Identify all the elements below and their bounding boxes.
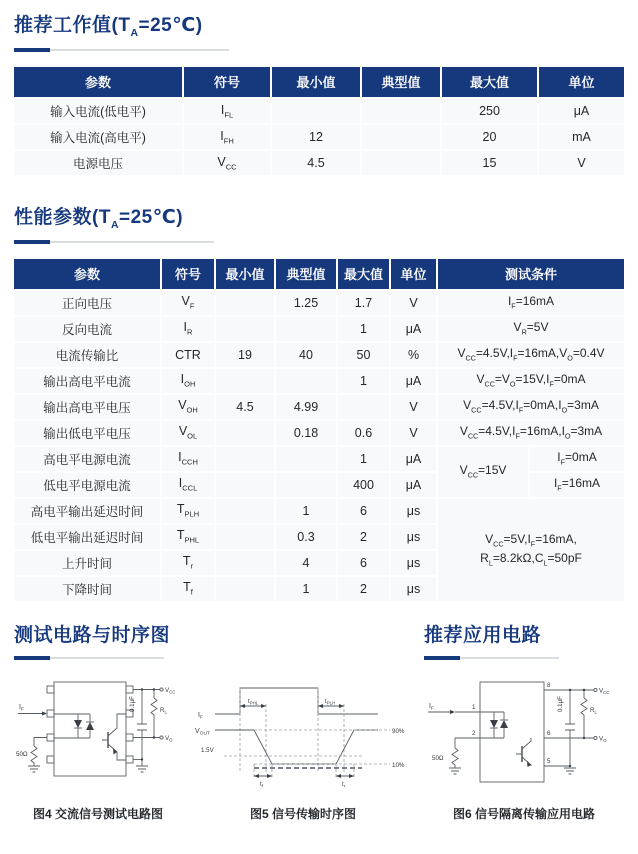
cell-min: 4.5 <box>270 149 360 175</box>
cell-param: 输出高电平电流 <box>14 367 160 393</box>
cell-min <box>214 549 274 575</box>
cell-param: 低电平电源电流 <box>14 471 160 497</box>
section-title-recommended: 推荐工作值$(T_A=25℃)$ <box>14 15 203 39</box>
cell-symbol: CTR <box>160 341 214 367</box>
col-header-typ: 典型值 <box>274 259 336 289</box>
cell-unit: V <box>389 289 436 315</box>
vo-label: $V_O$ <box>165 734 173 743</box>
cell-unit: V <box>389 419 436 445</box>
cell-unit: V <box>537 149 624 175</box>
cell-condition-shared-timing <box>436 497 624 601</box>
underline-rule <box>50 241 214 243</box>
cell-typ: 0.18 <box>274 419 336 445</box>
r50-label: 50Ω <box>16 750 28 758</box>
table-row <box>14 419 624 445</box>
table-row <box>14 445 624 471</box>
cell-condition: $V_R=5V$ <box>436 315 624 341</box>
cell-typ <box>274 367 336 393</box>
table-row <box>14 123 624 149</box>
cell-max: 250 <box>440 97 537 123</box>
cell-symbol: $V_{OL}$ <box>160 419 214 445</box>
cell-param: 输入电流(高电平) <box>14 123 182 149</box>
cell-unit: μs <box>389 549 436 575</box>
cell-symbol: $I_R$ <box>160 315 214 341</box>
cell-param: 正向电压 <box>14 289 160 315</box>
cell-min <box>214 471 274 497</box>
col-header-param: 参数 <box>14 259 160 289</box>
col-header-param: 参数 <box>14 67 182 97</box>
col-header-max: 最大值 <box>440 67 537 97</box>
section-underline <box>14 656 164 660</box>
vcc-label: $V_{CC}$ <box>165 686 176 695</box>
cell-max: 6 <box>336 549 389 575</box>
cell-condition: $V_{CC}=4.5V,I_F=16mA,I_O=3mA$ <box>436 419 624 445</box>
cell-param: 低电平输出延迟时间 <box>14 523 160 549</box>
vcc-label: $V_{CC}$ <box>599 687 610 695</box>
cell-unit: μs <box>389 523 436 549</box>
vo-label: $V_O$ <box>599 735 607 743</box>
cell-typ <box>360 97 440 123</box>
tplh-label: $t_{PLH}$ <box>325 697 336 706</box>
table-header-row <box>14 259 624 289</box>
section-title-application: 推荐应用电路 <box>424 624 542 646</box>
cell-min <box>214 575 274 601</box>
cell-symbol: $I_{CCL}$ <box>160 471 214 497</box>
section-title-test-circuit: 测试电路与时序图 <box>14 624 171 646</box>
cell-symbol: $I_{OH}$ <box>160 367 214 393</box>
table-header-row <box>14 67 624 97</box>
cell-unit: V <box>389 393 436 419</box>
cell-typ: 40 <box>274 341 336 367</box>
section-underline <box>14 240 214 244</box>
cell-symbol: $T_r$ <box>160 549 214 575</box>
cell-typ <box>274 471 336 497</box>
cell-min <box>270 97 360 123</box>
table-row <box>14 471 624 497</box>
cell-min <box>214 445 274 471</box>
table-row <box>14 393 624 419</box>
section-underline <box>424 656 559 660</box>
section-title-performance: 性能参数$(T_A=25℃)$ <box>14 206 184 231</box>
cell-param: 电源电压 <box>14 149 182 175</box>
ac-test-circuit-diagram <box>14 676 182 782</box>
figure-caption: 图5 信号传输时序图 <box>249 806 356 821</box>
cell-symbol: $T_f$ <box>160 575 214 601</box>
p10-label: 10% <box>392 761 405 769</box>
cell-typ: 0.3 <box>274 523 336 549</box>
cell-min <box>214 523 274 549</box>
table-row <box>14 315 624 341</box>
cap-label: 0.1μF <box>557 695 564 712</box>
pin6-label: 6 <box>547 729 551 737</box>
if-label: $I_F$ <box>429 702 434 712</box>
col-header-min: 最小值 <box>214 259 274 289</box>
cell-min: 4.5 <box>214 393 274 419</box>
table-row <box>14 289 624 315</box>
section-underline <box>14 48 229 52</box>
tf-label: $t_f$ <box>260 780 263 789</box>
cell-condition: $I_F=0mA$ <box>528 445 624 471</box>
underline-rule <box>460 657 559 659</box>
cell-param: 高电平输出延迟时间 <box>14 497 160 523</box>
cell-param: 下降时间 <box>14 575 160 601</box>
condition-line-2: $R_L=8.2k\Omega,C_L=50pF$ <box>480 550 582 567</box>
cell-min: 19 <box>214 341 274 367</box>
cell-typ <box>360 149 440 175</box>
cell-param: 电流传输比 <box>14 341 160 367</box>
cell-unit: mA <box>537 123 624 149</box>
cell-unit: μA <box>389 445 436 471</box>
cell-symbol: $T_{PHL}$ <box>160 523 214 549</box>
cell-unit: μA <box>537 97 624 123</box>
cell-unit: μs <box>389 575 436 601</box>
cell-max: 2 <box>336 523 389 549</box>
underline-accent <box>424 656 460 660</box>
col-header-unit: 单位 <box>537 67 624 97</box>
col-header-min: 最小值 <box>270 67 360 97</box>
cell-param: 输入电流(低电平) <box>14 97 182 123</box>
rl-label: $R_L$ <box>160 706 167 715</box>
cell-condition: $V_{CC}=4.5V,I_F=0mA,I_O=3mA$ <box>436 393 624 419</box>
figure-caption: 图6 信号隔离传输应用电路 <box>452 806 595 821</box>
cell-symbol: $T_{PLH}$ <box>160 497 214 523</box>
tphl-label: $t_{PHL}$ <box>248 697 259 706</box>
cell-min <box>214 289 274 315</box>
cell-min <box>214 419 274 445</box>
application-circuit-section <box>424 620 624 822</box>
col-header-symbol: 符号 <box>182 67 270 97</box>
cell-param: 上升时间 <box>14 549 160 575</box>
cell-max: 20 <box>440 123 537 149</box>
cell-max: 6 <box>336 497 389 523</box>
underline-accent <box>14 48 50 52</box>
cell-unit: μA <box>389 367 436 393</box>
table-row <box>14 341 624 367</box>
underline-accent <box>14 240 50 244</box>
cell-max: 2 <box>336 575 389 601</box>
cell-condition: $I_F=16mA$ <box>528 471 624 497</box>
cell-min: 12 <box>270 123 360 149</box>
cell-typ: 1 <box>274 575 336 601</box>
cell-max: 50 <box>336 341 389 367</box>
figure-6 <box>424 676 624 822</box>
figure-5 <box>194 676 412 822</box>
performance-parameters-table <box>14 259 624 601</box>
col-header-max: 最大值 <box>336 259 389 289</box>
cell-unit: % <box>389 341 436 367</box>
tr-label: $t_r$ <box>342 780 346 789</box>
figure-caption: 图4 交流信号测试电路图 <box>32 806 163 821</box>
v15-label: 1.5V <box>201 746 214 754</box>
cell-unit: μA <box>389 471 436 497</box>
pin1-label: 1 <box>472 703 476 711</box>
cell-symbol: $I_{FL}$ <box>182 97 270 123</box>
pin2-label: 2 <box>472 729 476 737</box>
cell-symbol: $I_{FH}$ <box>182 123 270 149</box>
cell-symbol: $V_{OH}$ <box>160 393 214 419</box>
cell-typ: 4 <box>274 549 336 575</box>
cell-min <box>214 367 274 393</box>
underline-rule <box>50 657 164 659</box>
if-label: $I_F$ <box>19 703 24 713</box>
cell-typ: 4.99 <box>274 393 336 419</box>
table-row <box>14 367 624 393</box>
cell-symbol: $I_{CCH}$ <box>160 445 214 471</box>
test-circuit-section <box>14 620 424 822</box>
cell-min <box>214 315 274 341</box>
cell-max <box>336 393 389 419</box>
condition-line-1: $V_{CC}=5V,I_F=16mA$, <box>485 531 577 549</box>
pin5-label: 5 <box>547 757 551 765</box>
cell-max: 1 <box>336 445 389 471</box>
vout-label: $V_{OUT}$ <box>195 727 210 737</box>
col-header-conditions: 测试条件 <box>436 259 624 289</box>
cell-typ: 1 <box>274 497 336 523</box>
timing-diagram <box>194 676 412 790</box>
cell-condition-shared-vcc: $V_{CC}=15V$ <box>436 445 528 497</box>
underline-rule <box>50 49 229 51</box>
cell-unit: μA <box>389 315 436 341</box>
cell-param: 高电平电源电流 <box>14 445 160 471</box>
cell-max: 15 <box>440 149 537 175</box>
recommended-operating-table <box>14 67 624 175</box>
table-row <box>14 97 624 123</box>
r50-label: 50Ω <box>432 754 444 762</box>
rl-label: $R_L$ <box>590 706 597 715</box>
cap-label: 0.1μF <box>129 695 136 712</box>
figure-4 <box>14 676 182 822</box>
cell-min <box>214 497 274 523</box>
underline-accent <box>14 656 50 660</box>
table-row <box>14 497 624 523</box>
cell-max: 1 <box>336 367 389 393</box>
pin8-label: 8 <box>547 681 551 689</box>
cell-condition: $I_F=16mA$ <box>436 289 624 315</box>
cell-symbol: $V_F$ <box>160 289 214 315</box>
cell-symbol: $V_{CC}$ <box>182 149 270 175</box>
p90-label: 90% <box>392 727 405 735</box>
cell-param: 反向电流 <box>14 315 160 341</box>
cell-max: 400 <box>336 471 389 497</box>
cell-unit: μs <box>389 497 436 523</box>
cell-param: 输出高电平电压 <box>14 393 160 419</box>
isolation-application-circuit-diagram <box>424 676 624 798</box>
cell-max: 0.6 <box>336 419 389 445</box>
cell-typ <box>360 123 440 149</box>
cell-typ: 1.25 <box>274 289 336 315</box>
cell-condition: $V_{CC}=V_O=15V,I_F=0mA$ <box>436 367 624 393</box>
cell-typ <box>274 315 336 341</box>
col-header-unit: 单位 <box>389 259 436 289</box>
cell-param: 输出低电平电压 <box>14 419 160 445</box>
if-label: $I_F$ <box>198 711 203 721</box>
cell-typ <box>274 445 336 471</box>
cell-max: 1.7 <box>336 289 389 315</box>
table-row <box>14 149 624 175</box>
cell-max: 1 <box>336 315 389 341</box>
cell-condition: $V_{CC}=4.5V,I_F=16mA,V_O=0.4V$ <box>436 341 624 367</box>
col-header-symbol: 符号 <box>160 259 214 289</box>
col-header-typ: 典型值 <box>360 67 440 97</box>
